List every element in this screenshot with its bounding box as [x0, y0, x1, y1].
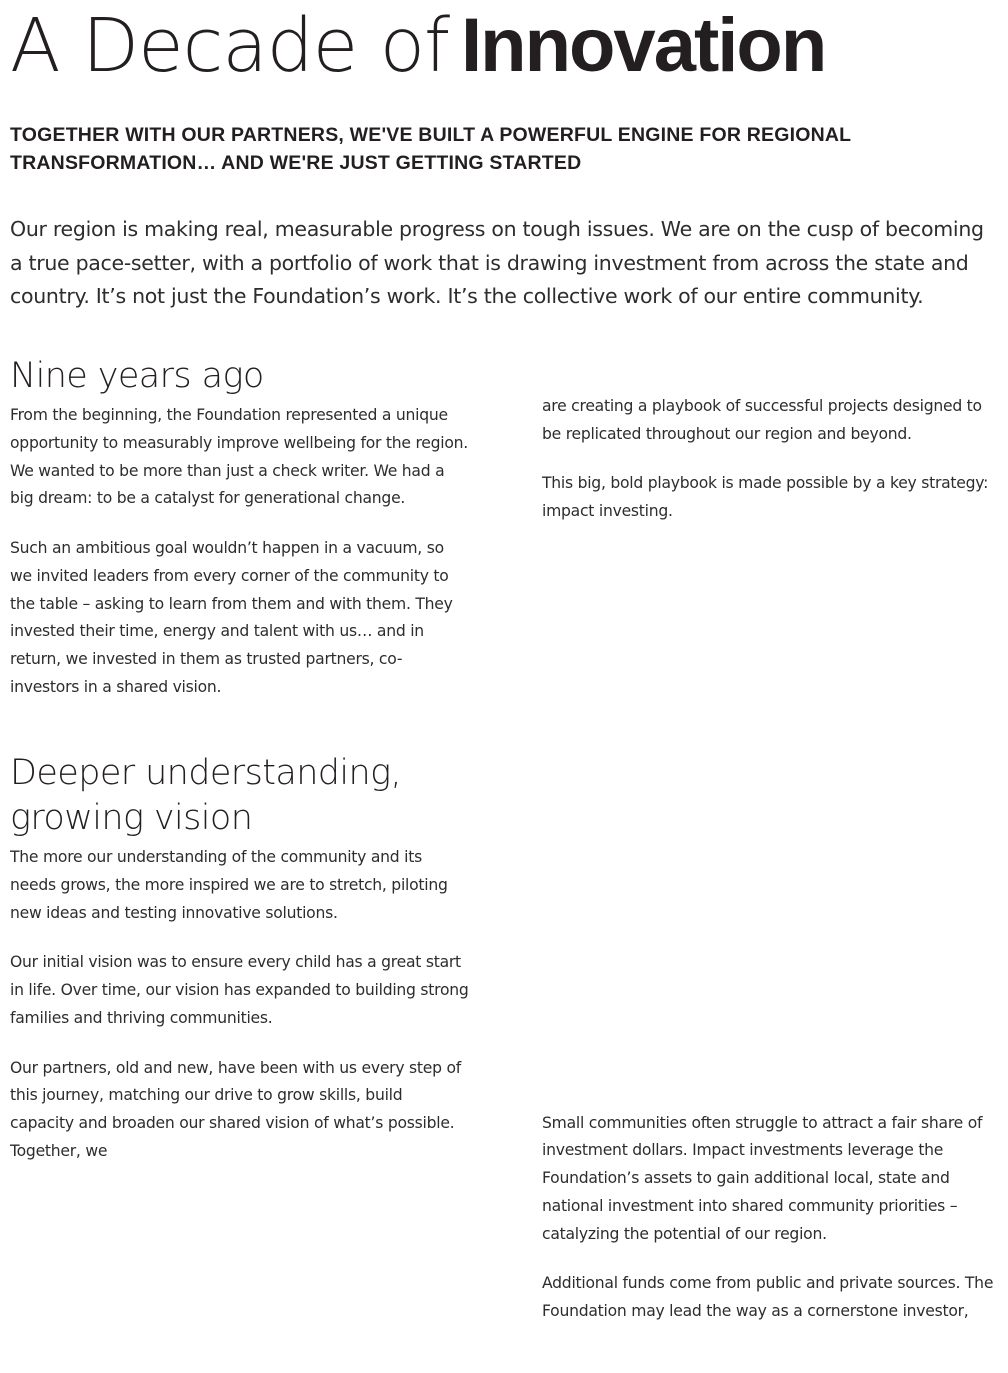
paragraph: Such an ambitious goal wouldn’t happen in a vacuum, so we invited leaders from every corner of the community to the table – asking to learn from them and with them. They invested their time, energy and talent with us… and in return, we invested in them as trusted partners, co-investors in a shared vision. [10, 539, 453, 696]
section-2-left-column [10, 754, 470, 1326]
paragraph: The more our understanding of the community and its needs grows, the more inspired we are to stretch, piloting new ideas and testing innovative solutions. [10, 848, 448, 922]
paragraph: are creating a playbook of successful projects designed to be replicated throughout our region and beyond. [542, 396, 982, 443]
section-1-left-column [10, 357, 470, 702]
page-title-light: A Decade of [10, 3, 450, 89]
paragraph: Small communities often struggle to attract a fair share of investment dollars. Impact investments leverage the Foundation’s assets to gain additional local, state and national investment into shared community priorities – catalyzing the potential of our region. [542, 1113, 983, 1243]
page-title [10, 3, 998, 89]
kicker-subtitle: TOGETHER WITH OUR PARTNERS, WE'VE BUILT A POWERFUL ENGINE FOR REGIONAL TRANSFORMATION… AND WE'RE JUST GETTING STARTED [10, 124, 851, 174]
section-nine-years-ago [10, 357, 998, 702]
paragraph: Our initial vision was to ensure every child has a great start in life. Over time, our vision has expanded to building strong families and thriving communities. [10, 953, 469, 1027]
column-spacer [542, 357, 1002, 393]
intro-paragraph: Our region is making real, measurable progress on tough issues. We are on the cusp of becoming a true pace-setter, with a portfolio of work that is drawing investment from across the state and country. It’s not just the Foundation’s work. It’s the collective work of our entire community. [10, 217, 984, 308]
section-deeper-understanding [10, 754, 998, 1326]
section-2-right-column [542, 754, 1002, 1326]
page-title-bold: Innovation [461, 3, 826, 88]
section-2-heading-line-1: Deeper understanding, [10, 752, 402, 793]
paragraph: Additional funds come from public and private sources. The Foundation may lead the way as a cornerstone investor, [542, 1274, 994, 1321]
paragraph: From the beginning, the Foundation represented a unique opportunity to measurably improve wellbeing for the region. We wanted to be more than just a check writer. We had a big dream: to be a catalyst for generational change. [10, 406, 468, 508]
section-2-heading-line-2: growing vision [10, 797, 253, 838]
paragraph: This big, bold playbook is made possible by a key strategy: impact investing. [542, 474, 989, 521]
paragraph: Our partners, old and new, have been with us every step of this journey, matching our drive to grow skills, build capacity and broaden our shared vision of what’s possible. Together, we [10, 1058, 461, 1160]
column-offset-block [542, 1110, 1002, 1326]
section-1-heading: Nine years ago [10, 355, 264, 396]
section-1-right-column [542, 357, 1002, 702]
